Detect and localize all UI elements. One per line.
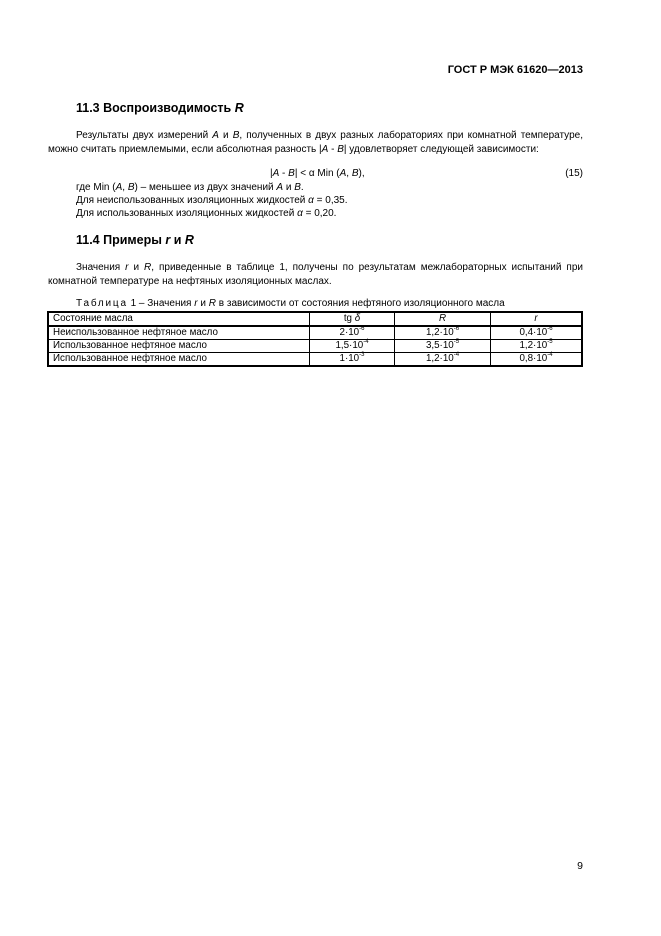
t: , приведенные в таблице 1, получены по результатам межлабораторных испытаний при комнатной температуре на нефтяных изоляционных маслах. xyxy=(48,262,583,287)
state-cell: Использованное нефтяное масло xyxy=(48,340,310,353)
f-var: A xyxy=(339,168,347,179)
header-cell xyxy=(491,312,583,326)
v: r xyxy=(165,233,171,247)
t: и xyxy=(197,298,209,309)
document-header: ГОСТ Р МЭК 61620—2013 xyxy=(447,64,583,76)
r-cell xyxy=(491,326,583,340)
p-text: | удовлетворяет следующей зависимости: xyxy=(343,143,539,155)
v: B xyxy=(294,182,301,193)
f-text: ), xyxy=(358,168,365,179)
t: в зависимости от состояния нефтяного изоляционного масла xyxy=(215,298,505,309)
unused-alpha-line xyxy=(76,194,348,207)
section-11-3-paragraph xyxy=(48,129,583,156)
exp: -4 xyxy=(547,351,553,358)
header-cell: Состояние масла xyxy=(48,312,310,326)
v: R xyxy=(184,233,194,247)
tg-cell xyxy=(310,326,395,340)
where-line xyxy=(76,181,304,194)
exp: -3 xyxy=(359,351,365,358)
v: r xyxy=(534,313,538,324)
exp: -6 xyxy=(359,325,365,332)
header-cell xyxy=(395,312,491,326)
section-11-3-title xyxy=(76,101,244,115)
p-var: A xyxy=(212,130,219,141)
formula-number: (15) xyxy=(565,168,583,179)
p-var: B xyxy=(337,143,344,155)
p-var: A xyxy=(321,143,329,155)
exp: -6 xyxy=(547,325,553,332)
t: 3,5·10 xyxy=(425,340,454,351)
t: 1,2·10 xyxy=(425,327,454,338)
t: . xyxy=(300,182,304,193)
t: tg xyxy=(343,313,355,324)
t: 1,5·10 xyxy=(335,340,364,351)
formula-expression xyxy=(270,168,365,179)
v: r xyxy=(125,262,129,273)
f-var: B xyxy=(288,168,295,179)
used-alpha-line xyxy=(76,207,336,220)
t: Значения xyxy=(76,262,126,273)
table-row xyxy=(48,340,582,353)
f-text: | < α Min ( xyxy=(294,168,340,179)
r-cell xyxy=(491,340,583,353)
t: 1·10 xyxy=(339,353,360,364)
r-cell xyxy=(491,353,583,367)
t: Для неиспользованных изоляционных жидкостей xyxy=(76,195,309,206)
exp: -4 xyxy=(363,338,369,345)
v: α xyxy=(308,195,314,206)
t: 11.4 Примеры xyxy=(76,233,166,247)
t: , xyxy=(122,182,128,193)
state-cell: Использованное нефтяное масло xyxy=(48,353,310,367)
R-cell xyxy=(395,326,491,340)
R-cell xyxy=(395,340,491,353)
p-text: и xyxy=(218,130,233,141)
v: R xyxy=(438,313,447,324)
v: α xyxy=(297,208,303,219)
header-cell xyxy=(310,312,395,326)
p-text: , полученных в двух разных лабораториях при комнатной температуре, можно считать приемлемыми, если абсолютная разность | xyxy=(48,130,583,155)
v: δ xyxy=(354,313,361,324)
p-text: Результаты двух измерений xyxy=(76,130,213,141)
exp: -5 xyxy=(547,338,553,345)
t: и xyxy=(283,182,295,193)
f-var: A xyxy=(272,168,280,179)
t: 2·10 xyxy=(339,327,360,338)
t: = 0,35. xyxy=(313,195,348,206)
t: 1 – Значения xyxy=(127,298,195,309)
f-text: - xyxy=(279,168,289,179)
table-caption xyxy=(76,298,505,309)
t: = 0,20. xyxy=(302,208,337,219)
t: ) – меньшее из двух значений xyxy=(134,182,277,193)
t: 1,2·10 xyxy=(425,353,454,364)
results-table xyxy=(47,311,583,367)
section-title-text: 11.3 Воспроизводимость xyxy=(76,101,235,115)
v: A xyxy=(276,182,284,193)
exp: -4 xyxy=(453,351,460,358)
p-text: - xyxy=(328,143,338,155)
table-row xyxy=(48,326,582,340)
t: 1,2·10 xyxy=(519,340,548,351)
v: R xyxy=(144,262,152,273)
f-text: | xyxy=(270,168,273,179)
page-number: 9 xyxy=(577,860,583,872)
v: A xyxy=(115,182,123,193)
section-11-4-paragraph xyxy=(48,261,583,288)
t: 0,8·10 xyxy=(519,353,548,364)
t: и xyxy=(128,262,144,273)
table-header-row xyxy=(48,312,582,326)
v: B xyxy=(127,182,135,193)
state-cell: Неиспользованное нефтяное масло xyxy=(48,326,310,340)
R-cell xyxy=(395,353,491,367)
exp: -6 xyxy=(453,325,460,332)
t: 0,4·10 xyxy=(519,327,548,338)
section-11-4-title xyxy=(76,233,194,247)
p-var: B xyxy=(232,130,240,141)
t: где Min ( xyxy=(76,182,116,193)
f-var: B xyxy=(351,168,359,179)
section-title-var: R xyxy=(234,101,244,115)
t: и xyxy=(170,233,185,247)
v: r xyxy=(194,298,198,309)
v: R xyxy=(208,298,216,309)
t: Таблица xyxy=(76,298,128,309)
exp: -5 xyxy=(453,338,460,345)
t: Для использованных изоляционных жидкостей xyxy=(76,208,298,219)
f-text: , xyxy=(346,168,352,179)
tg-cell xyxy=(310,353,395,367)
table-row xyxy=(48,353,582,367)
tg-cell xyxy=(310,340,395,353)
